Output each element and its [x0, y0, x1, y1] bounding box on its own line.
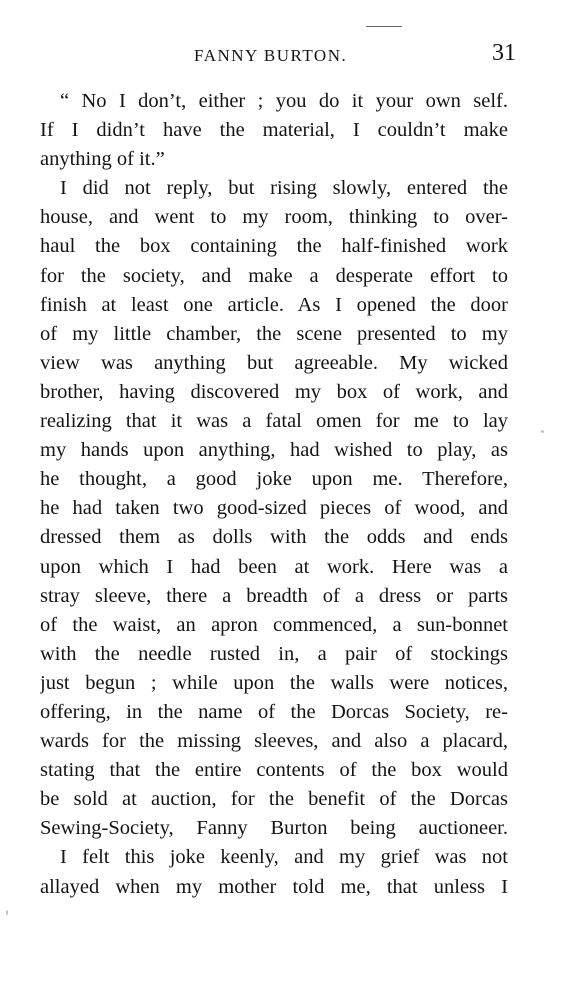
text-line: upon which I had been at work. Here was a [40, 555, 508, 578]
paper-speck [541, 430, 544, 433]
page-number: 31 [492, 40, 516, 66]
running-head [42, 40, 516, 78]
text-line: “ No I don’t, either ; you do it your own self. [60, 90, 508, 112]
text-line: my hands upon anything, had wished to play, as [40, 439, 508, 462]
text-line: of my little chamber, the scene presented to my [40, 322, 508, 345]
paper-speck [6, 910, 8, 915]
running-head-title: FANNY BURTON. [194, 46, 348, 65]
text-line: dressed them as dolls with the odds and ends [40, 526, 508, 549]
ink-mark [366, 26, 402, 27]
text-line: just begun ; while upon the walls were notices, [40, 671, 508, 694]
text-line: finish at least one article. As I opened the door [40, 293, 508, 316]
text-line: house, and went to my room, thinking to over- [40, 206, 508, 229]
text-line: I did not reply, but rising slowly, entered the [60, 177, 508, 200]
text-line: wards for the missing sleeves, and also a placard, [40, 730, 508, 753]
text-line: he thought, a good joke upon me. Therefore, [40, 468, 508, 491]
text-line: brother, having discovered my box of work, and [40, 380, 508, 403]
text-line: Sewing-Society, Fanny Burton being auctioneer. [40, 817, 508, 840]
text-line: stating that the entire contents of the box would [40, 759, 508, 782]
text-line: realizing that it was a fatal omen for me to lay [40, 410, 508, 433]
text-line: of the waist, an apron commenced, a sun-bonnet [40, 613, 508, 636]
text-line: view was anything but agreeable. My wicked [40, 351, 508, 374]
body-text [40, 87, 508, 902]
text-line: for the society, and make a desperate effort to [40, 264, 508, 287]
text-line: he had taken two good-sized pieces of wood, and [40, 497, 508, 520]
text-line: offering, in the name of the Dorcas Society, re- [40, 700, 508, 723]
text-line: allayed when my mother told me, that unless I [40, 875, 508, 898]
text-line: stray sleeve, there a breadth of a dress or parts [40, 584, 508, 607]
text-line: If I didn’t have the material, I couldn’t make [40, 119, 508, 142]
text-line: anything of it.” [40, 148, 165, 171]
text-line: be sold at auction, for the benefit of the Dorcas [40, 788, 508, 811]
text-line: haul the box containing the half-finished work [40, 235, 508, 258]
text-line: with the needle rusted in, a pair of stockings [40, 642, 508, 665]
text-line: I felt this joke keenly, and my grief was not [60, 846, 508, 869]
